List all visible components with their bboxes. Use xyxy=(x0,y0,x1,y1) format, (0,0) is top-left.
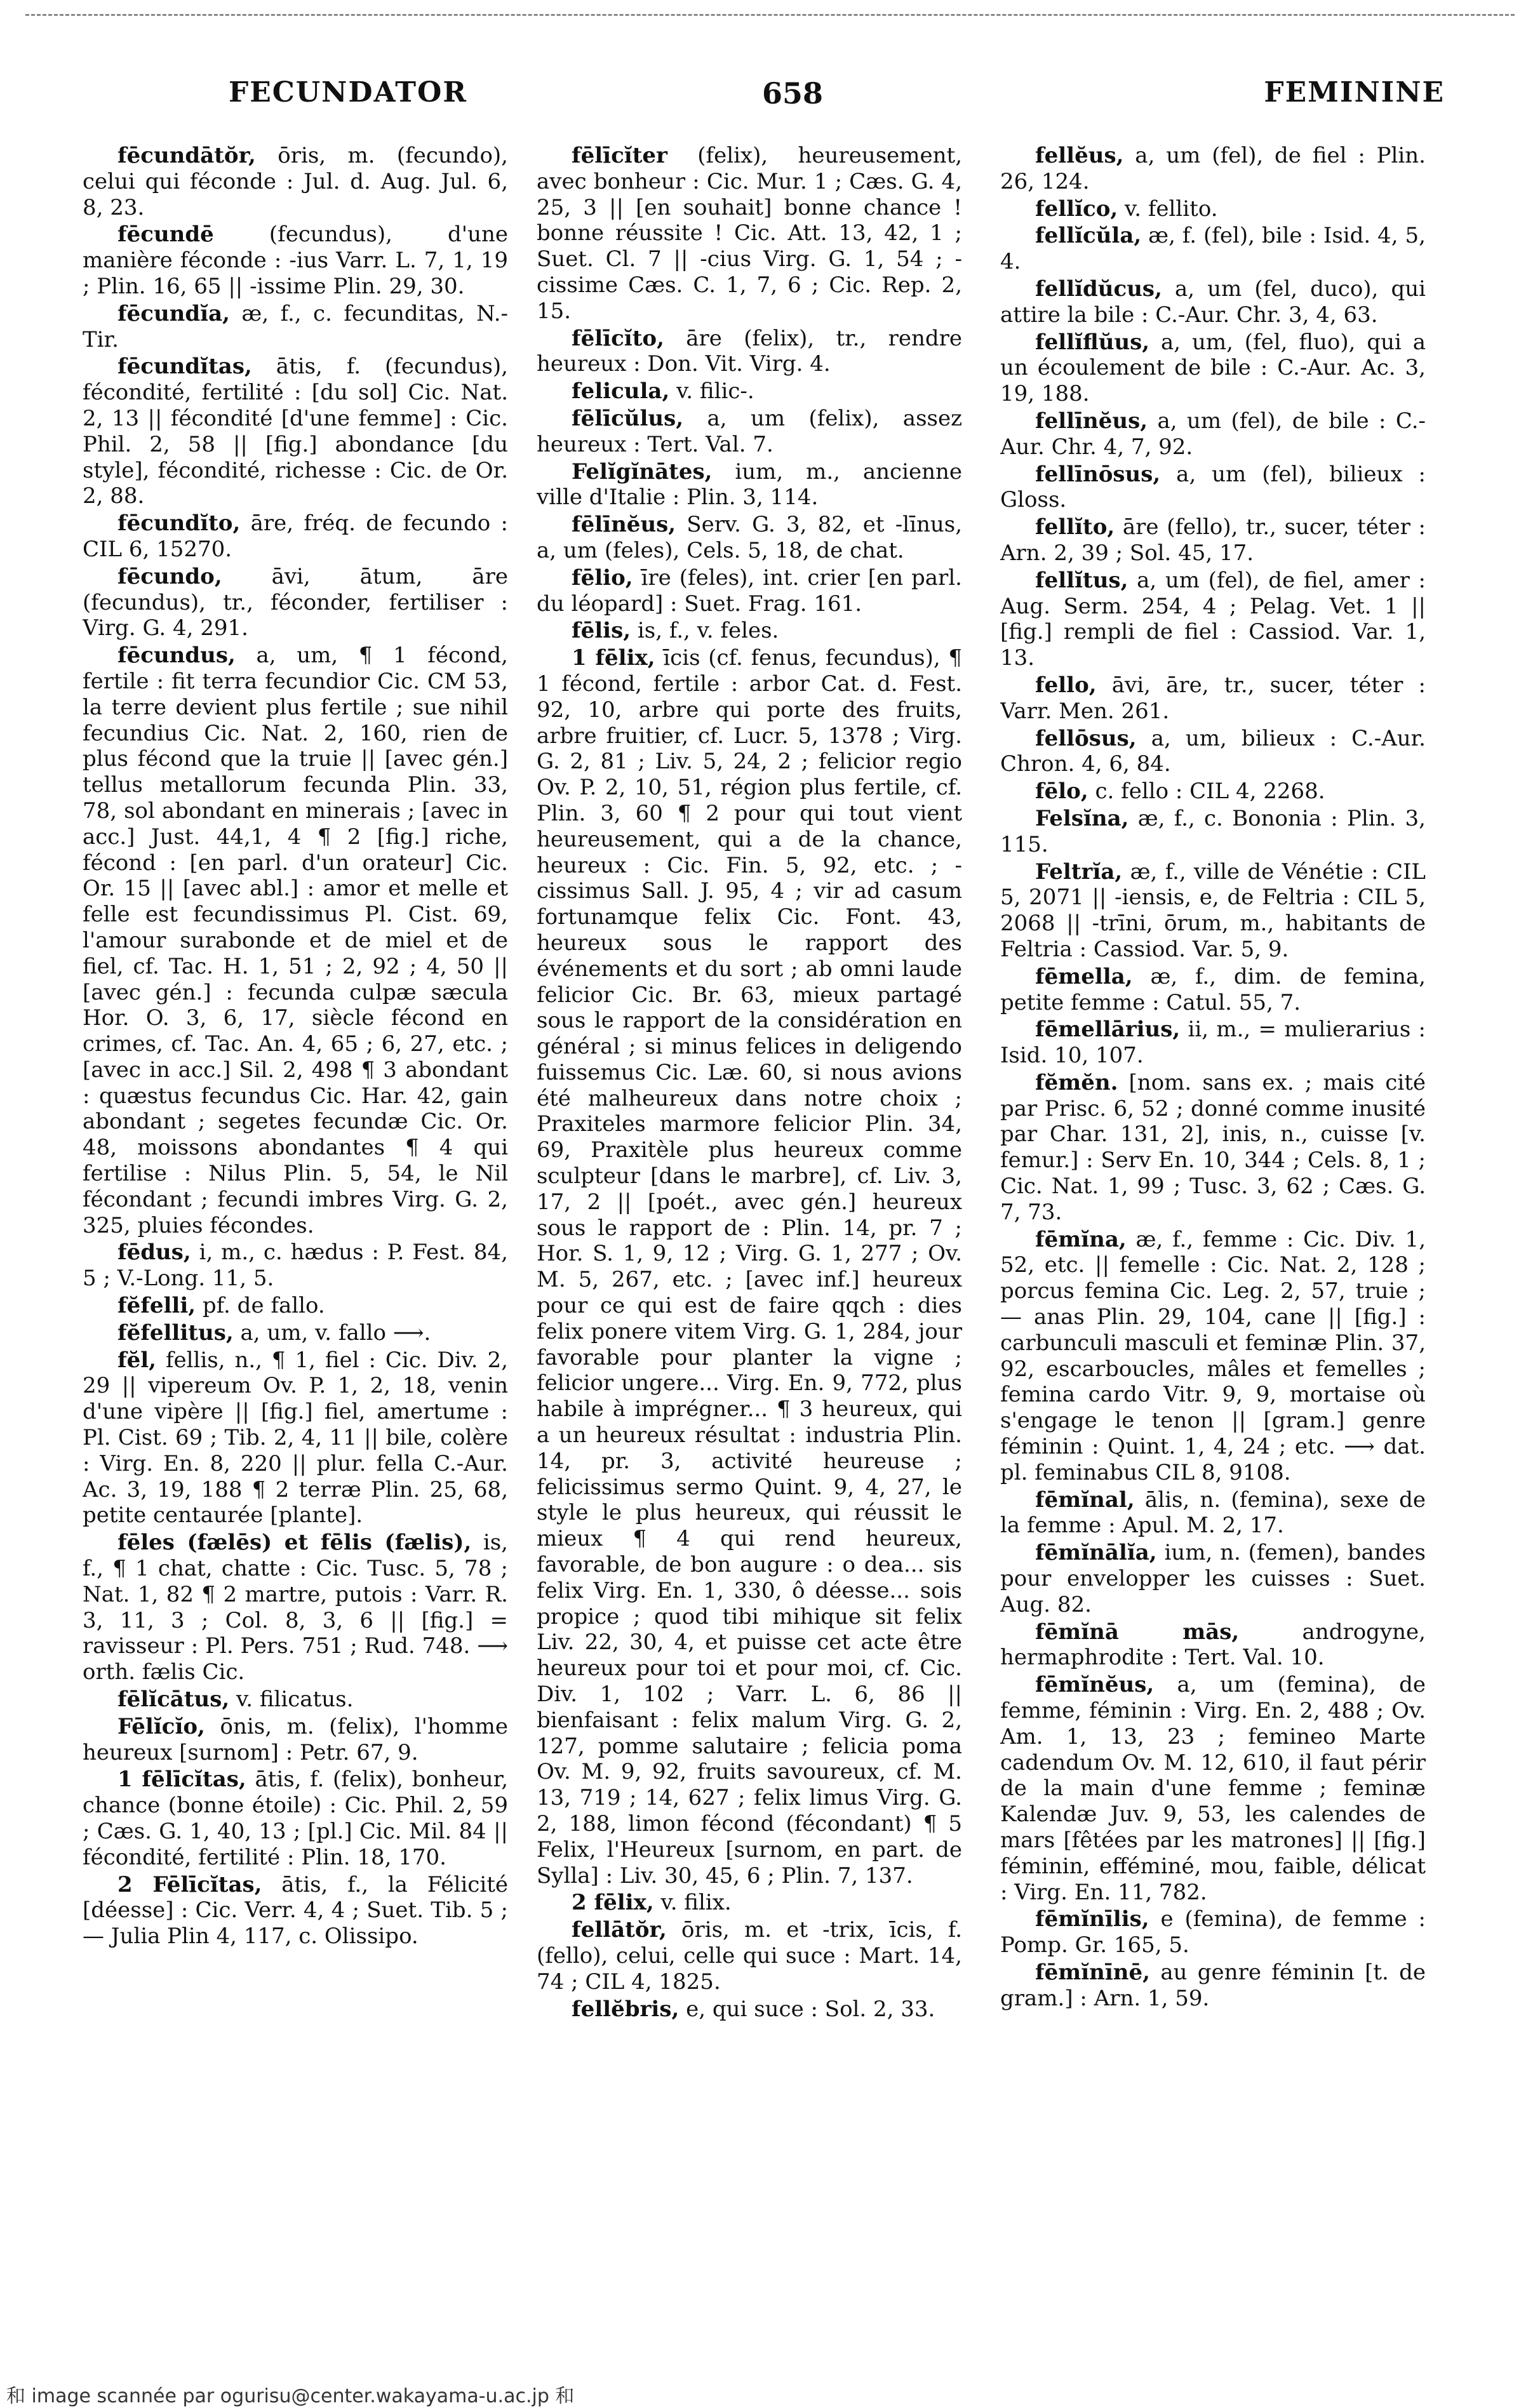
dictionary-entry xyxy=(537,1917,962,1995)
entry-headword: fēmĭnālĭa, xyxy=(1035,1540,1157,1566)
entry-definition: au genre féminin [t. de gram.] : Arn. 1, 59. xyxy=(1000,1959,1426,2011)
entry-headword: fēmĭnal, xyxy=(1035,1487,1135,1513)
entry-headword: fēlīcŭlus, xyxy=(572,405,684,431)
entry-definition: v. filix. xyxy=(660,1890,732,1916)
entry-headword: fellĕbris, xyxy=(572,1996,680,2022)
entry-headword: 2 fēlix, xyxy=(572,1890,654,1916)
dictionary-entry xyxy=(1000,1906,1426,1958)
entry-definition: e (femina), de femme : Pomp. Gr. 165, 5. xyxy=(1000,1906,1426,1958)
entry-headword: Felĭgĭnātes, xyxy=(572,458,713,485)
dictionary-entry xyxy=(83,1348,508,1529)
dictionary-entry xyxy=(1000,462,1426,514)
entry-definition: fellis, n., ¶ 1, fiel : Cic. Div. 2, 29 || vipereum Ov. P. 1, 2, 18, venin d'une vipère || [fig.] fiel, amertume : Pl. Cist. 69 ; Tib. 2, 4, 11 || bile, colère : Virg. En. 8, 220 || plur. fella C.-Aur. Ac. 3, 19, 188 ¶ 2 terræ Plin. 25, 68, petite centaurée [plante]. xyxy=(83,1347,508,1528)
dictionary-entry xyxy=(537,1997,962,2023)
dictionary-entry xyxy=(83,222,508,299)
dictionary-entry xyxy=(83,643,508,1238)
entry-definition: āvi, āre, tr., sucer, téter : Varr. Men. 261. xyxy=(1000,672,1426,724)
dictionary-entry xyxy=(83,1240,508,1292)
dictionary-entry xyxy=(1000,143,1426,195)
entry-definition: a, um (fel), de fiel, amer : Aug. Serm. 254, 4 ; Pelag. Vet. 1 || [fig.] rempli de fiel : Cassiod. Var. 1, 13. xyxy=(1000,567,1426,671)
entry-headword: fēlīcĭter xyxy=(572,143,667,168)
entry-definition: e, qui suce : Sol. 2, 33. xyxy=(686,1996,935,2022)
entry-headword: Fēlĭcĭo, xyxy=(117,1713,205,1739)
entry-definition: v. filic-. xyxy=(676,378,754,405)
entry-definition: ium, n. (femen), bandes pour envelopper les cuisses : Suet. Aug. 82. xyxy=(1000,1540,1426,1617)
dictionary-entry xyxy=(1000,568,1426,671)
entry-headword: fellōsus, xyxy=(1035,725,1137,751)
column-1 xyxy=(83,143,508,2327)
dictionary-entry xyxy=(537,618,962,644)
dictionary-entry xyxy=(83,1530,508,1685)
entry-headword: fellĕus, xyxy=(1035,143,1124,168)
entry-definition: āre (fello), tr., sucer, téter : Arn. 2, 39 ; Sol. 45, 17. xyxy=(1000,514,1426,566)
entry-definition: ii, m., = mulierarius : Isid. 10, 107. xyxy=(1000,1017,1426,1069)
dictionary-entry xyxy=(1000,779,1426,805)
dictionary-entry xyxy=(537,512,962,564)
entry-definition: a, um, (fel, fluo), qui a un écoulement de bile : C.-Aur. Ac. 3, 19, 188. xyxy=(1000,329,1426,407)
entry-definition: īre (feles), int. crier [en parl. du léopard] : Suet. Frag. 161. xyxy=(537,565,962,617)
dictionary-entry xyxy=(1000,330,1426,407)
running-header xyxy=(127,76,1457,133)
dictionary-entry xyxy=(1000,726,1426,778)
entry-definition: v. filicatus. xyxy=(236,1687,354,1713)
entry-headword: fellĭcŭla, xyxy=(1035,223,1142,249)
dictionary-entry xyxy=(1000,1227,1426,1486)
dictionary-entry xyxy=(1000,514,1426,566)
scan-credit: 和 image scannée par ogurisu@center.wakayama-u.ac.jp 和 xyxy=(6,2385,575,2407)
dictionary-entry xyxy=(83,1687,508,1713)
entry-definition: āvi, ātum, āre (fecundus), tr., féconder, fertiliser : Virg. G. 4, 291. xyxy=(83,563,508,641)
entry-headword: fellĭco, xyxy=(1035,196,1118,222)
entry-definition: æ, f., c. Bononia : Plin. 3, 115. xyxy=(1000,805,1426,857)
dictionary-entry xyxy=(1000,1070,1426,1226)
dictionary-entry xyxy=(83,1872,508,1950)
entry-definition: Serv. G. 3, 82, et -līnus, a, um (feles), Cels. 5, 18, de chat. xyxy=(537,512,962,563)
entry-headword: fēcundĭa, xyxy=(117,300,230,326)
dictionary-entry xyxy=(1000,1960,1426,2012)
entry-headword: fĕfelli, xyxy=(117,1293,196,1319)
entry-headword: fēcundo, xyxy=(117,563,222,589)
entry-headword: fellĭto, xyxy=(1035,514,1115,540)
dictionary-entry xyxy=(1000,964,1426,1016)
entry-headword: fellātŏr, xyxy=(572,1917,667,1943)
dictionary-entry xyxy=(1000,1540,1426,1617)
entry-headword: fēlis, xyxy=(572,618,631,644)
entry-headword: fēcundĭto, xyxy=(117,511,241,537)
entry-headword: fēmellārius, xyxy=(1035,1017,1181,1043)
entry-definition: i, m., c. hædus : P. Fest. 84, 5 ; V.-Long. 11, 5. xyxy=(83,1240,508,1292)
entry-headword: fellĭdŭcus, xyxy=(1035,276,1162,302)
dictionary-entry xyxy=(83,1320,508,1346)
dictionary-entry xyxy=(83,1714,508,1766)
entry-definition: ōris, m. et -trix, īcis, f. (fello), celui, celle qui suce : Mart. 14, 74 ; CIL 4, 1825. xyxy=(537,1917,962,1995)
entry-definition: ōnis, m. (felix), l'homme heureux [surnom] : Petr. 67, 9. xyxy=(83,1713,508,1765)
entry-definition: āre (felix), tr., rendre heureux : Don. Vit. Virg. 4. xyxy=(537,325,962,377)
entry-definition: æ, f., dim. de femina, petite femme : Catul. 55, 7. xyxy=(1000,963,1426,1015)
dictionary-entry xyxy=(1000,1619,1426,1671)
page-number: 658 xyxy=(762,76,824,110)
entry-headword: fēles (fælēs) et fēlis (fælis), xyxy=(117,1530,472,1556)
dictionary-entry xyxy=(1000,1487,1426,1539)
entry-headword: Felsĭna, xyxy=(1035,805,1129,831)
entry-definition: [nom. sans ex. ; mais cité par Prisc. 6, 52 ; donné comme inusité par Char. 131, 2], inis, n., cuisse [v. femur.] : Serv En. 10, 344 ; Cels. 8, 1 ; Cic. Nat. 1, 99 ; Tusc. 3, 62 ; Cæs. G. 7, 73. xyxy=(1000,1069,1426,1225)
dictionary-entry xyxy=(537,378,962,405)
entry-definition: a, um, ¶ 1 fécond, fertile : fit terra fecundior Cic. CM 53, la terre devient plus fertile ; sue nihil fecundius Cic. Nat. 2, 160, rien de plus fécond que la truie || [avec gén.] tellus metallorum fecunda Plin. 33, 78, sol abondant en minerais ; [avec in acc.] Just. 44,1, 4 ¶ 2 [fig.] riche, fécond : [en parl. d'un orateur] Cic. Or. 15 || [avec abl.] : amor et melle et felle est fecundissimus Pl. Cist. 69, l'amour surabonde et de miel et de fiel, cf. Tac. H. 1, 51 ; 2, 92 ; 4, 50 || [avec gén.] : fecunda culpæ sæcula Hor. O. 3, 6, 17, siècle fécond en crimes, cf. Tac. An. 4, 65 ; 6, 27, etc. ; [avec in acc.] Sil. 2, 498 ¶ 3 abondant : quæstus fecundus Cic. Har. 42, gain abondant ; segetes fecundæ Cic. Or. 48, moissons abondantes ¶ 4 qui fertilise : Nilus Plin. 5, 54, le Nil fécondant ; fecundi imbres Virg. G. 2, 325, pluies fécondes. xyxy=(83,643,508,1238)
entry-headword: fellĭflŭus, xyxy=(1035,329,1150,355)
entry-definition: is, f., v. feles. xyxy=(637,618,779,644)
dictionary-entry xyxy=(537,565,962,617)
entry-headword: fēcundātŏr, xyxy=(117,143,256,168)
dictionary-entry xyxy=(537,1890,962,1916)
entry-definition: a, um (felix), assez heureux : Tert. Val. 7. xyxy=(537,405,962,457)
entry-headword: fĕl, xyxy=(117,1347,157,1373)
entry-headword: fellĭtus, xyxy=(1035,567,1128,593)
entry-headword: fĕmĕn. xyxy=(1035,1069,1118,1095)
dictionary-entry xyxy=(1000,276,1426,328)
dictionary-entry xyxy=(1000,196,1426,222)
entry-definition: ium, m., ancienne ville d'Italie : Plin. 3, 114. xyxy=(537,458,962,511)
dictionary-entry xyxy=(83,301,508,353)
entry-headword: fēdus, xyxy=(117,1240,191,1266)
entry-headword: fēmella, xyxy=(1035,963,1133,989)
column-2 xyxy=(537,143,962,2327)
dictionary-entry xyxy=(83,354,508,509)
entry-definition: v. fellito. xyxy=(1125,196,1218,222)
entry-definition: (felix), heureusement, avec bonheur : Cic. Mur. 1 ; Cæs. G. 4, 25, 3 || [en souhait] bonne chance ! bonne réussite ! Cic. Att. 13, 42, 1 ; Suet. Cl. 7 || -cius Virg. G. 1, 54 ; -cissime Cæs. C. 1, 7, 6 ; Cic. Rep. 2, 15. xyxy=(537,143,962,324)
dictionary-entry xyxy=(1000,859,1426,963)
dictionary-entry xyxy=(83,564,508,641)
entry-headword: 1 fēlīcĭtas, xyxy=(117,1767,246,1793)
entry-definition: a, um, v. fallo ⟶. xyxy=(240,1320,431,1346)
entry-definition: a, um (femina), de femme, féminin : Virg. En. 2, 488 ; Ov. Am. 1, 13, 23 ; femineo Marte cadendum Ov. M. 12, 610, il faut périr de la main d'une femme ; feminæ Kalendæ Juv. 9, 53, les calendes de mars [fêtées par les matrones] || [fig.] féminin, efféminé, mou, faible, délicat : Virg. En. 11, 782. xyxy=(1000,1672,1426,1905)
right-running-head: FEMININE xyxy=(1264,76,1445,109)
entry-definition: a, um (fel, duco), qui attire la bile : C.-Aur. Chr. 3, 4, 63. xyxy=(1000,276,1426,328)
entry-definition: ōris, m. (fecundo), celui qui féconde : Jul. d. Aug. Jul. 6, 8, 23. xyxy=(83,143,508,220)
entry-headword: fēcundus, xyxy=(117,643,236,669)
entry-definition: pf. de fallo. xyxy=(202,1293,325,1319)
entry-headword: Feltrĭa, xyxy=(1035,859,1123,885)
entry-definition: æ, f., femme : Cic. Div. 1, 52, etc. || femelle : Cic. Nat. 2, 128 ; porcus femina Cic. Leg. 2, 57, truie ; — anas Plin. 29, 104, cane || [fig.] : carbunculi masculi et feminæ Plin. 37, 92, escarboucles, mâles et femelles ; femina cardo Vitr. 9, 9, mortaise où s'engage le tenon || [gram.] genre féminin : Quint. 1, 4, 24 ; etc. ⟶ dat. pl. feminabus CIL 8, 9108. xyxy=(1000,1226,1426,1485)
dictionary-entry xyxy=(1000,806,1426,858)
entry-definition: is, f., ¶ 1 chat, chatte : Cic. Tusc. 5, 78 ; Nat. 1, 82 ¶ 2 martre, putois : Varr. R. 3, 11, 3 ; Col. 8, 3, 6 || [fig.] = ravisseur : Pl. Pers. 751 ; Rud. 748. ⟶ orth. fælis Cic. xyxy=(83,1530,508,1685)
entry-headword: fellīnōsus, xyxy=(1035,461,1161,487)
entry-headword: fēlīcĭto, xyxy=(572,325,664,351)
column-3 xyxy=(1000,143,1426,2327)
entry-definition: ālis, n. (femina), sexe de la femme : Apul. M. 2, 17. xyxy=(1000,1487,1426,1539)
entry-headword: 2 Fēlīcĭtas, xyxy=(117,1871,262,1897)
entry-headword: 1 fēlix, xyxy=(572,645,655,671)
entry-definition: æ, f., c. fecunditas, N.-Tir. xyxy=(83,300,508,352)
entry-headword: fēlio, xyxy=(572,565,633,591)
dictionary-entry xyxy=(1000,223,1426,275)
dictionary-entry xyxy=(83,1293,508,1319)
dictionary-entry xyxy=(83,1767,508,1870)
entry-headword: fēlīnĕus, xyxy=(572,512,676,538)
entry-headword: fēlĭcātus, xyxy=(117,1687,230,1713)
entry-definition: āre, fréq. de fecundo : CIL 6, 15270. xyxy=(83,511,508,562)
dictionary-entry xyxy=(1000,408,1426,460)
dictionary-entry xyxy=(83,511,508,563)
entry-definition: ātis, f., la Félicité [déesse] : Cic. Verr. 4, 4 ; Suet. Tib. 5 ; — Julia Plin 4, 117, c. Olissipo. xyxy=(83,1871,508,1950)
entry-definition: ātis, f. (fecundus), fécondité, fertilité : [du sol] Cic. Nat. 2, 13 || fécondité [d'une femme] : Cic. Phil. 2, 58 || [fig.] abondance [du style], fécondité, richesse : Cic. de Or. 2, 88. xyxy=(83,354,508,509)
entry-headword: fēmĭnīnē, xyxy=(1035,1959,1150,1985)
dictionary-entry xyxy=(537,326,962,378)
entry-definition: androgyne, hermaphrodite : Tert. Val. 10. xyxy=(1000,1619,1426,1671)
entry-headword: felicula, xyxy=(572,378,670,405)
dictionary-entry xyxy=(1000,1017,1426,1069)
entry-definition: c. fello : CIL 4, 2268. xyxy=(1095,779,1325,805)
entry-definition: a, um (fel), de fiel : Plin. 26, 124. xyxy=(1000,143,1426,194)
entry-definition: (fecundus), d'une manière féconde : -ius Varr. L. 7, 1, 19 ; Plin. 16, 65 || -issime Plin. 29, 30. xyxy=(83,222,508,299)
entry-headword: fēlo, xyxy=(1035,779,1088,805)
entry-headword: fēcundē xyxy=(117,222,214,248)
entry-definition: īcis (cf. fenus, fecundus), ¶ 1 fécond, fertile : arbor Cat. d. Fest. 92, 10, arbre qui porte des fruits, arbre fruitier, cf. Lucr. 5, 1378 ; Virg. G. 2, 81 ; Liv. 5, 24, 2 ; felicior regio Ov. P. 2, 10, 51, région plus fertile, cf. Plin. 3, 60 ¶ 2 pour qui tout vient heureusement, qui a de la chance, heureux : Cic. Fin. 5, 92, etc. ; -cissimus Sall. J. 95, 4 ; vir ad casum fortunamque felix Cic. Font. 43, heureux sous le rapport des événements et du sort ; ab omni laude felicior Cic. Br. 63, mieux partagé sous le rapport de la considération en général ; si minus felices in deligendo fuissemus Cic. Læ. 60, si nous avions été malheureux dans notre choix ; Praxiteles marmore felicior Plin. 34, 69, Praxitèle plus heureux comme sculpteur [dans le marbre], cf. Liv. 3, 17, 2 || [poét., avec gén.] heureux sous le rapport de : Plin. 14, pr. 7 ; Hor. S. 1, 9, 12 ; Virg. G. 1, 277 ; Ov. M. 5, 267, etc. ; [avec inf.] heureux pour ce qui est de faire qqch : dies felix ponere vitem Virg. G. 1, 284, jour favorable pour planter la vigne ; felicior ungere... Virg. En. 9, 772, plus habile à imprégner... ¶ 3 heureux, qui a un heureux résultat : industria Plin. 14, pr. 3, activité heureuse ; felicissimus sermo Quint. 9, 4, 27, le style le plus heureux, qui réussit le mieux ¶ 4 qui rend heureux, favorable, de bon augure : o dea... sis felix Virg. En. 1, 330, ô déesse... sois propice ; quod tibi mihique sit felix Liv. 22, 30, 4, et puisse cet acte être heureux pour toi et pour moi, cf. Cic. Div. 1, 102 ; Varr. L. 6, 86 || bienfaisant : felix malum Virg. G. 2, 127, pomme salutaire ; felicia poma Ov. M. 9, 92, fruits savoureux, cf. M. 13, 719 ; 14, 627 ; felix limus Virg. G. 2, 188, limon fécond (fécondant) ¶ 5 Felix, l'Heureux [surnom, en part. de Sylla] : Liv. 30, 45, 6 ; Plin. 7, 137. xyxy=(537,645,962,1889)
dictionary-entry xyxy=(537,459,962,511)
scan-top-edge xyxy=(25,14,1515,16)
entry-definition: a, um (fel), bilieux : Gloss. xyxy=(1000,461,1426,513)
entry-headword: fēmĭnīlis, xyxy=(1035,1906,1149,1932)
dictionary-entry xyxy=(537,406,962,458)
entry-headword: fēcundĭtas, xyxy=(117,354,252,380)
entry-headword: fēmĭnā mās, xyxy=(1035,1619,1240,1645)
entry-definition: æ, f., ville de Vénétie : CIL 5, 2071 || -iensis, e, de Feltria : CIL 5, 2068 || -trīni, ōrum, m., habitants de Feltria : Cassiod. Var. 5, 9. xyxy=(1000,859,1426,962)
dictionary-entry xyxy=(537,645,962,1889)
entry-definition: ātis, f. (felix), bonheur, chance (bonne étoile) : Cic. Phil. 2, 59 ; Cæs. G. 1, 40, 13 ; [pl.] Cic. Mil. 84 || fécondité, fertilité : Plin. 18, 170. xyxy=(83,1767,508,1870)
dictionary-entry xyxy=(537,143,962,324)
left-running-head: FECUNDATOR xyxy=(229,76,467,109)
entry-definition: a, um, bilieux : C.-Aur. Chron. 4, 6, 84. xyxy=(1000,725,1426,777)
entry-headword: fēmĭna, xyxy=(1035,1226,1127,1252)
dictionary-entry xyxy=(1000,672,1426,725)
entry-headword: fēmĭnĕus, xyxy=(1035,1672,1155,1698)
dictionary-entry xyxy=(83,143,508,220)
entry-headword: fellīnĕus, xyxy=(1035,408,1148,434)
entry-headword: fĕfellitus, xyxy=(117,1320,234,1346)
dictionary-entry xyxy=(1000,1672,1426,1905)
entry-headword: fello, xyxy=(1035,672,1097,698)
entry-definition: æ, f. (fel), bile : Isid. 4, 5, 4. xyxy=(1000,223,1426,275)
entry-definition: a, um (fel), de bile : C.-Aur. Chr. 4, 7, 92. xyxy=(1000,408,1426,460)
